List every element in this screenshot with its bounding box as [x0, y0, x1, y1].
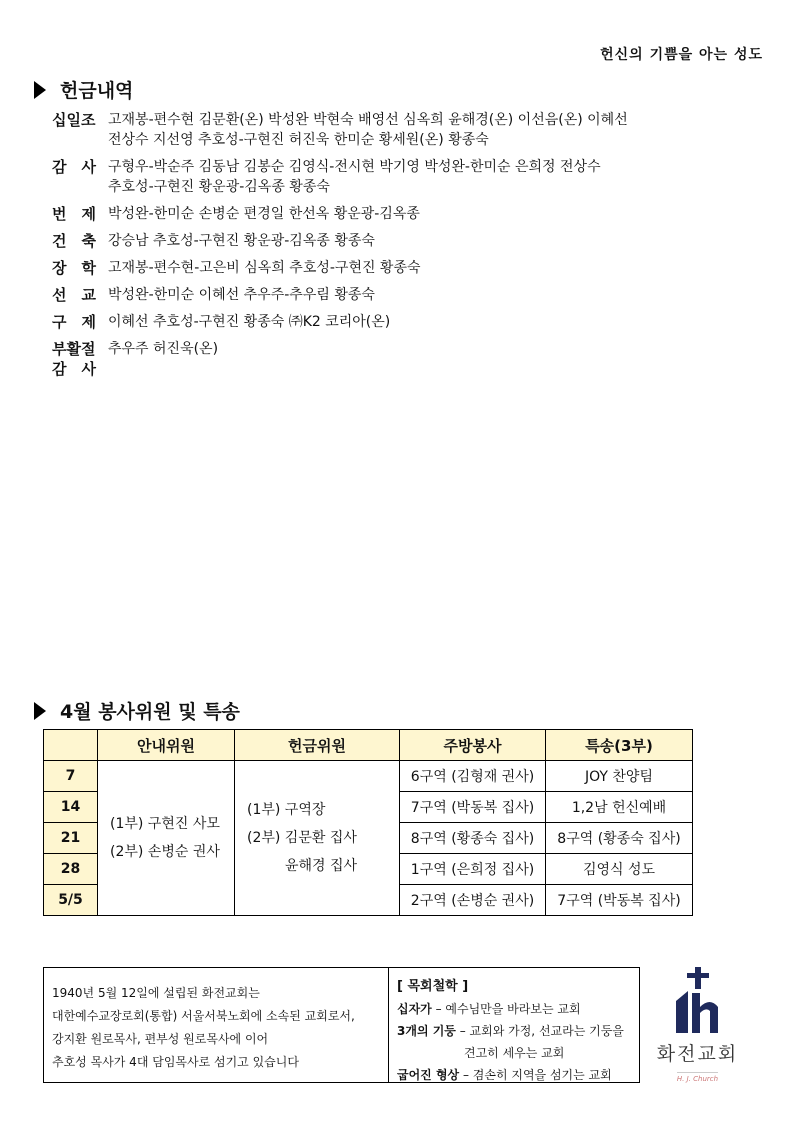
philosophy-line: [397, 998, 631, 1020]
donor-line: 전상수 지선영 추호성-구현진 허진욱 한미순 황세원(온) 황종숙: [108, 132, 489, 148]
offering-category-label: [52, 339, 108, 379]
history-line: 1940년 5월 12일에 설립된 화전교회는: [52, 986, 260, 1000]
philosophy-title: [ 목회철학 ]: [397, 979, 469, 994]
logo-name: 화전교회: [656, 1043, 739, 1065]
special-cell: 김영식 성도: [546, 854, 693, 885]
offering-category-label: [52, 312, 108, 332]
church-info-box: [43, 967, 640, 1083]
offering-row: [52, 312, 752, 332]
date-cell: 21: [44, 823, 98, 854]
header-cell-guides: 안내위원: [98, 730, 235, 761]
offering-category-label: [52, 110, 108, 150]
page-tagline: 헌신의 기쁨을 아는 성도: [600, 47, 763, 63]
offering-category-label: [52, 231, 108, 251]
special-cell: JOY 찬양팀: [546, 761, 693, 792]
offering-row: [52, 157, 752, 197]
date-cell: 14: [44, 792, 98, 823]
offering-category-text: 감 사: [52, 360, 96, 378]
special-cell: 1,2남 헌신예배: [546, 792, 693, 823]
church-cross-icon: [668, 967, 728, 1033]
philosophy-text: – 예수님만을 바라보는 교회: [431, 1002, 581, 1016]
offering-donor-names: [108, 285, 375, 305]
church-history: [44, 968, 389, 1082]
offering-donor-names: [108, 339, 218, 379]
donor-line: 고재봉-편수현-고은비 심옥희 추호성-구현진 황종숙: [108, 260, 421, 276]
kitchen-cell: 1구역 (은희정 집사): [400, 854, 546, 885]
triangle-bullet-icon: [34, 81, 46, 99]
header-cell-kitchen: 주방봉사: [400, 730, 546, 761]
history-line: 추호성 목사가 4대 담임목사로 섬기고 있습니다: [52, 1055, 299, 1069]
church-logo: [650, 967, 745, 1087]
donor-line: 고재봉-편수현 김문환(온) 박성완 박현숙 배영선 심옥희 윤해경(온) 이선음(온) 이혜선: [108, 112, 628, 128]
offering-category-text: 구 제: [52, 313, 96, 331]
guide-line: (1부) 구현진 사모: [110, 816, 220, 832]
table-row: [44, 761, 693, 792]
date-cell: 5/5: [44, 885, 98, 916]
offering-row: [52, 285, 752, 305]
offering-staff-cell: [235, 761, 400, 916]
offering-category-text: 감 사: [52, 158, 96, 176]
header-cell-special: 특송(3부): [546, 730, 693, 761]
donor-line: 박성완-한미순 이혜선 추우주-추우림 황종숙: [108, 287, 375, 303]
special-cell: 7구역 (박동복 집사): [546, 885, 693, 916]
offering-category-text: 장 학: [52, 259, 96, 277]
offering-category-text: 십일조: [52, 111, 96, 129]
offering-category-label: [52, 258, 108, 278]
kitchen-cell: 2구역 (손병순 권사): [400, 885, 546, 916]
donor-line: 추호성-구현진 황운광-김옥종 황종숙: [108, 179, 330, 195]
offering-row: [52, 231, 752, 251]
offering-title: 헌금내역: [60, 80, 134, 102]
philosophy-key: 3개의 기둥: [397, 1024, 456, 1038]
offering-category-text: 건 축: [52, 232, 96, 250]
offering-category-label: [52, 285, 108, 305]
donor-line: 이혜선 추호성-구현진 황종숙 ㈜K2 코리아(온): [108, 314, 391, 330]
donor-line: 강승남 추호성-구현진 황운광-김옥종 황종숙: [108, 233, 375, 249]
special-cell: 8구역 (황종숙 집사): [546, 823, 693, 854]
offering-staff-line: 윤해경 집사: [285, 858, 358, 874]
service-table: [43, 729, 693, 916]
philosophy-line: [397, 1020, 631, 1042]
kitchen-cell: 6구역 (김형재 권사): [400, 761, 546, 792]
date-cell: 7: [44, 761, 98, 792]
kitchen-cell: 8구역 (황종숙 집사): [400, 823, 546, 854]
pastoral-philosophy: [389, 968, 639, 1082]
offering-staff-line: (1부) 구역장: [247, 802, 326, 818]
offering-category-label: [52, 157, 108, 197]
offering-staff-line: (2부) 김문환 집사: [247, 830, 357, 846]
philosophy-key: 십자가: [397, 1002, 432, 1016]
offering-donor-names: [108, 110, 628, 150]
service-title: 4월 봉사위원 및 특송: [60, 701, 240, 723]
kitchen-cell: 7구역 (박동복 집사): [400, 792, 546, 823]
header-cell-blank: [44, 730, 98, 761]
philosophy-text: 견고히 세우는 교회: [464, 1046, 565, 1060]
donor-line: 구형우-박순주 김동남 김봉순 김영식-전시현 박기영 박성완-한미순 은희정 전상수: [108, 159, 601, 175]
triangle-bullet-icon: [34, 702, 46, 720]
history-line: 대한예수교장로회(통합) 서울서북노회에 소속된 교회로서,: [52, 1009, 355, 1023]
offering-category-label: [52, 204, 108, 224]
offering-category-text: 선 교: [52, 286, 96, 304]
offering-list: [52, 110, 752, 386]
offering-row: [52, 339, 752, 379]
donor-line: 추우주 허진욱(온): [108, 341, 219, 357]
offering-row: [52, 204, 752, 224]
offering-category-text: 번 제: [52, 205, 96, 223]
service-section-title: [34, 697, 240, 724]
guide-line: (2부) 손병순 권사: [110, 844, 220, 860]
philosophy-text: – 교회와 가정, 선교라는 기둥을: [455, 1024, 624, 1038]
logo-subtitle: H. J. Church: [677, 1072, 718, 1083]
offering-row: [52, 110, 752, 150]
offering-donor-names: [108, 258, 421, 278]
offering-donor-names: [108, 231, 375, 251]
philosophy-line: [397, 1042, 631, 1064]
philosophy-line: [397, 1064, 631, 1086]
guides-cell: [98, 761, 235, 916]
header-cell-offering: 헌금위원: [235, 730, 400, 761]
offering-donor-names: [108, 157, 601, 197]
history-line: 강지환 원로목사, 편부성 원로목사에 이어: [52, 1032, 269, 1046]
philosophy-text: – 겸손히 지역을 섬기는 교회: [459, 1068, 612, 1082]
date-cell: 28: [44, 854, 98, 885]
service-table-header: [44, 730, 693, 761]
philosophy-key: 굽어진 형상: [397, 1068, 460, 1082]
offering-section-title: [34, 76, 133, 103]
offering-donor-names: [108, 312, 390, 332]
offering-row: [52, 258, 752, 278]
offering-category-text: 부활절: [52, 340, 96, 358]
offering-donor-names: [108, 204, 420, 224]
donor-line: 박성완-한미순 손병순 편경일 한선옥 황운광-김옥종: [108, 206, 420, 222]
